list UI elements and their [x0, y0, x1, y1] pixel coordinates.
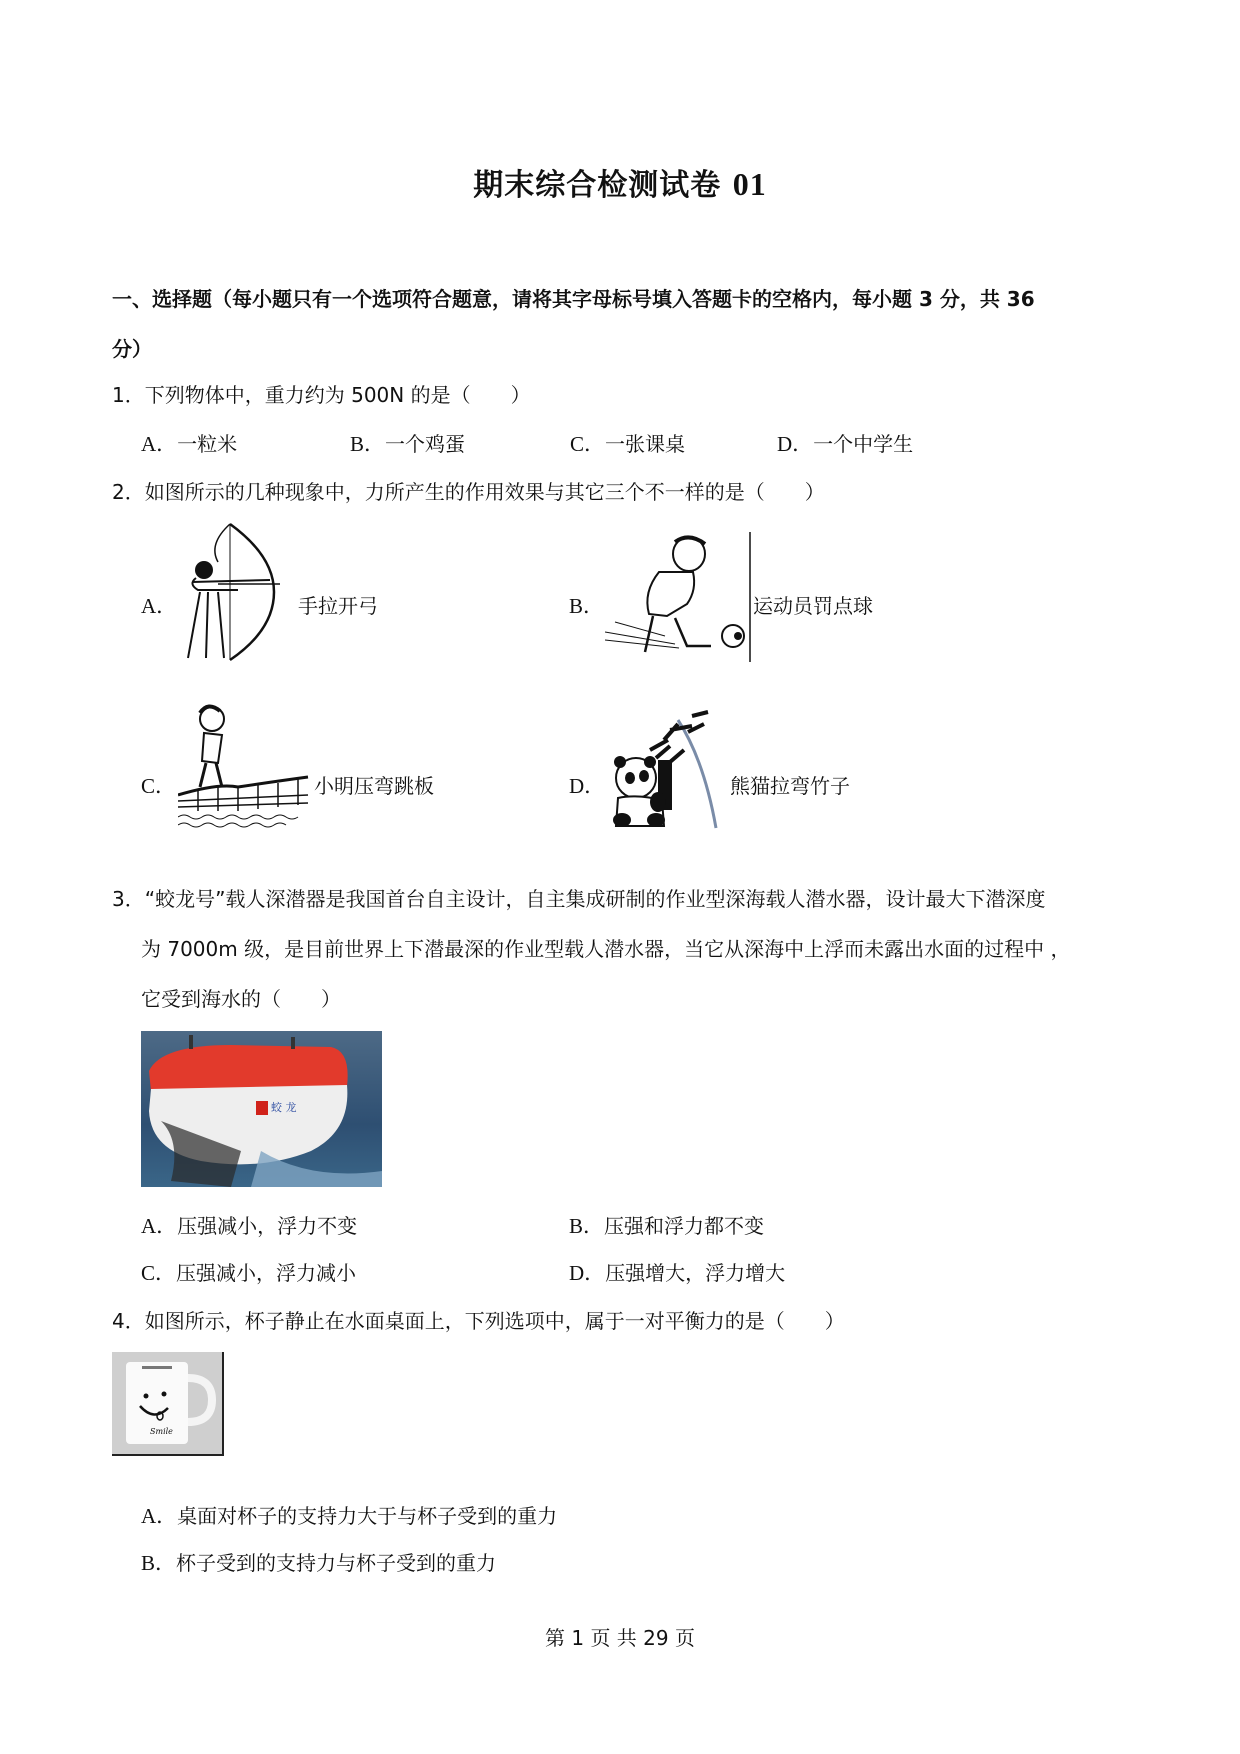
option-letter: B． — [350, 432, 386, 456]
panda-figure — [608, 710, 728, 830]
question-text: 如图所示，杯子静止在水面桌面上，下列选项中，属于一对平衡力的是（ ） — [144, 1309, 845, 1333]
q3-option-b[interactable] — [569, 1212, 764, 1240]
q2-option-c-letter[interactable] — [141, 772, 176, 800]
panda-bending-bamboo-icon — [608, 710, 728, 830]
q1-option-a[interactable] — [141, 430, 237, 458]
question-text: “蛟龙号”载人深潜器是我国首台自主设计，自主集成研制的作业型深海载人潜水器，设计最大下潜深度 — [144, 887, 1046, 911]
springboard-figure — [178, 703, 312, 831]
option-text: 一个中学生 — [813, 432, 914, 456]
archer-figure — [178, 522, 296, 662]
question-number: 2． — [112, 480, 145, 504]
option-text: 一张课桌 — [605, 432, 686, 456]
q4-option-a[interactable] — [141, 1502, 557, 1530]
q1-option-c[interactable] — [570, 430, 685, 458]
question-4-stem — [112, 1307, 845, 1335]
option-letter: B． — [141, 1551, 177, 1575]
submersible-icon — [141, 1031, 382, 1187]
option-text: 杯子受到的支持力与杯子受到的重力 — [176, 1551, 497, 1575]
question-text: 下列物体中，重力约为 500N 的是（ ） — [144, 383, 531, 407]
option-letter: D． — [569, 1261, 606, 1285]
option-text: 压强和浮力都不变 — [604, 1214, 765, 1238]
boy-on-springboard-icon — [178, 703, 312, 831]
mug-icon — [112, 1352, 222, 1454]
option-text: 压强减小，浮力不变 — [177, 1214, 358, 1238]
option-letter: A． — [141, 1214, 178, 1238]
q1-option-d[interactable] — [777, 430, 913, 458]
section-header — [112, 274, 1142, 374]
option-letter: C． — [141, 774, 177, 798]
question-number: 3． — [112, 887, 145, 911]
question-number: 4． — [112, 1309, 145, 1333]
option-text: 一个鸡蛋 — [385, 432, 466, 456]
option-text: 压强增大，浮力增大 — [605, 1261, 786, 1285]
q2-option-b-letter[interactable] — [569, 592, 604, 620]
question-number: 1． — [112, 383, 145, 407]
player-figure — [605, 532, 751, 662]
archer-drawing-bow-icon — [178, 522, 296, 662]
question-text: 如图所示的几种现象中，力所产生的作用效果与其它三个不一样的是（ ） — [144, 480, 825, 504]
option-letter: C． — [570, 432, 606, 456]
option-letter: C． — [141, 1261, 177, 1285]
q3-option-c[interactable] — [141, 1259, 356, 1287]
title-text: 期末综合检测试卷 — [473, 168, 722, 203]
option-letter: B． — [569, 1214, 605, 1238]
option-letter: B． — [569, 594, 605, 618]
question-2-stem — [112, 478, 825, 506]
question-3-stem-line-2: 为 7000m 级，是目前世界上下潜最深的作业型载人潜水器，当它从深海中上浮而未露出水面的过程中 ， — [141, 937, 1071, 961]
option-letter: A． — [141, 594, 178, 618]
section-header-line-1: 一、选择题（每小题只有一个选项符合题意，请将其字母标号填入答题卡的空格内，每小题 3 分，共 36 — [112, 287, 1035, 311]
option-letter: A． — [141, 1504, 178, 1528]
q2-option-a-caption: 手拉开弓 — [298, 594, 378, 618]
question-3-stem-line-1 — [112, 885, 1045, 913]
option-text: 桌面对杯子的支持力大于与杯子受到的重力 — [177, 1504, 558, 1528]
q1-option-b[interactable] — [350, 430, 465, 458]
q2-option-c-caption: 小明压弯跳板 — [314, 774, 434, 798]
q3-option-a[interactable] — [141, 1212, 357, 1240]
option-letter: D． — [569, 774, 606, 798]
question-3-stem-line-3: 它受到海水的（ ） — [141, 987, 341, 1011]
q4-option-b[interactable] — [141, 1549, 496, 1577]
svg-text:Smile: Smile — [150, 1427, 173, 1436]
player-kicking-ball-icon — [605, 532, 751, 662]
q2-option-b-caption: 运动员罚点球 — [753, 594, 873, 618]
option-letter: D． — [777, 432, 814, 456]
svg-text:蛟 龙: 蛟 龙 — [271, 1101, 297, 1114]
smile-mug-photo — [112, 1352, 224, 1456]
question-1-stem — [112, 381, 531, 409]
q3-option-d[interactable] — [569, 1259, 785, 1287]
q2-option-a-letter[interactable] — [141, 592, 177, 620]
q2-option-d-caption: 熊猫拉弯竹子 — [730, 774, 850, 798]
option-text: 压强减小，浮力减小 — [176, 1261, 357, 1285]
title-number: 01 — [732, 166, 767, 202]
option-text: 一粒米 — [177, 432, 238, 456]
jiaolong-submersible-photo — [141, 1031, 382, 1187]
page-footer: 第 1 页 共 29 页 — [545, 1626, 695, 1650]
page-title — [0, 160, 1240, 204]
q2-option-d-letter[interactable] — [569, 772, 605, 800]
option-letter: A． — [141, 432, 178, 456]
section-header-line-2: 分） — [112, 337, 152, 361]
